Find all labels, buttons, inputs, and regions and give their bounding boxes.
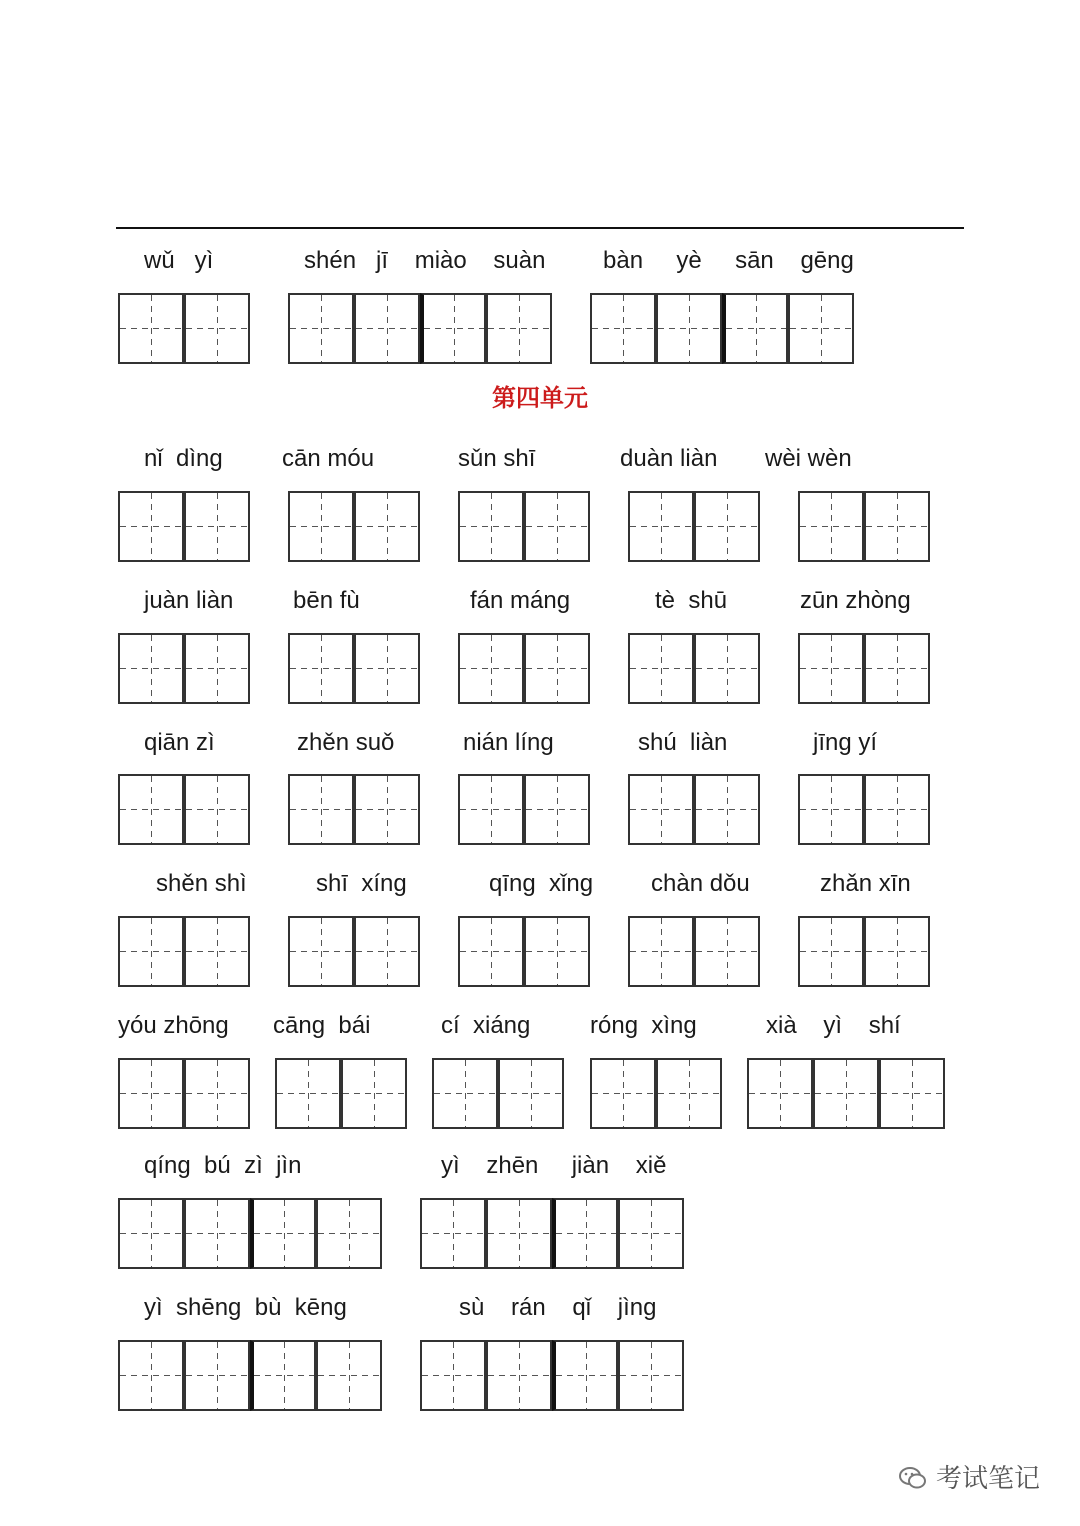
writing-cell[interactable] xyxy=(432,1058,498,1129)
writing-cell[interactable] xyxy=(118,633,184,704)
pinyin-label: yì shēng bù kēng xyxy=(144,1294,347,1321)
pinyin-label: cí xiáng xyxy=(441,1012,531,1039)
pinyin-label: juàn liàn xyxy=(144,587,234,614)
writing-cell[interactable] xyxy=(486,293,552,364)
pinyin-label: wǔ yì xyxy=(144,247,214,274)
pinyin-label: xià yì shí xyxy=(766,1012,901,1039)
writing-cell[interactable] xyxy=(590,1058,656,1129)
writing-cell[interactable] xyxy=(628,916,694,987)
writing-cell[interactable] xyxy=(618,1340,684,1411)
pinyin-label: yóu zhōng xyxy=(118,1012,229,1039)
pinyin-label: shī xíng xyxy=(316,870,407,897)
pinyin-label: yì zhēn jiàn xiě xyxy=(441,1152,667,1179)
writing-cell[interactable] xyxy=(458,491,524,562)
writing-cell[interactable] xyxy=(288,293,354,364)
pinyin-label: nǐ dìng xyxy=(144,445,223,472)
pinyin-label: qīng xǐng xyxy=(489,870,594,897)
section-title: 第四单元 xyxy=(492,385,588,412)
writing-cell[interactable] xyxy=(458,774,524,845)
writing-cell[interactable] xyxy=(184,293,250,364)
writing-cell[interactable] xyxy=(864,774,930,845)
writing-cell[interactable] xyxy=(628,774,694,845)
writing-cell[interactable] xyxy=(458,633,524,704)
writing-cell[interactable] xyxy=(722,293,788,364)
writing-cell[interactable] xyxy=(354,293,420,364)
writing-cell[interactable] xyxy=(694,916,760,987)
writing-cell[interactable] xyxy=(184,1340,250,1411)
writing-cell[interactable] xyxy=(552,1198,618,1269)
writing-cell[interactable] xyxy=(694,774,760,845)
writing-cell[interactable] xyxy=(552,1340,618,1411)
writing-cell[interactable] xyxy=(864,491,930,562)
writing-cell[interactable] xyxy=(341,1058,407,1129)
writing-cell[interactable] xyxy=(656,1058,722,1129)
pinyin-label: cān móu xyxy=(282,445,375,472)
writing-cell[interactable] xyxy=(524,916,590,987)
pinyin-label: shěn shì xyxy=(156,870,247,897)
writing-cell[interactable] xyxy=(354,491,420,562)
pinyin-label: sù rán qǐ jìng xyxy=(459,1294,657,1321)
writing-cell[interactable] xyxy=(813,1058,879,1129)
writing-cell[interactable] xyxy=(184,1198,250,1269)
wechat-logo-icon xyxy=(898,1465,928,1491)
writing-cell[interactable] xyxy=(458,916,524,987)
writing-cell[interactable] xyxy=(656,293,722,364)
writing-cell[interactable] xyxy=(275,1058,341,1129)
writing-cell[interactable] xyxy=(118,491,184,562)
writing-cell[interactable] xyxy=(118,916,184,987)
writing-cell[interactable] xyxy=(288,916,354,987)
pinyin-label: zūn zhòng xyxy=(800,587,911,614)
writing-cell[interactable] xyxy=(524,774,590,845)
writing-cell[interactable] xyxy=(118,1198,184,1269)
writing-cell[interactable] xyxy=(288,774,354,845)
pinyin-label: bēn fù xyxy=(293,587,360,614)
writing-cell[interactable] xyxy=(864,916,930,987)
writing-cell[interactable] xyxy=(288,491,354,562)
pinyin-label: zhǎn xīn xyxy=(820,870,911,897)
pinyin-label: sǔn shī xyxy=(458,445,536,472)
writing-cell[interactable] xyxy=(250,1198,316,1269)
pinyin-label: jīng yí xyxy=(813,729,878,756)
writing-cell[interactable] xyxy=(788,293,854,364)
pinyin-label: wèi wèn xyxy=(765,445,852,472)
pinyin-label: cāng bái xyxy=(273,1012,371,1039)
writing-cell[interactable] xyxy=(628,491,694,562)
writing-cell[interactable] xyxy=(354,633,420,704)
watermark xyxy=(898,1458,1040,1498)
writing-cell[interactable] xyxy=(879,1058,945,1129)
pinyin-label: shén jī miào suàn xyxy=(304,247,546,274)
writing-cell[interactable] xyxy=(486,1198,552,1269)
pinyin-label: zhěn suǒ xyxy=(297,729,395,756)
writing-cell[interactable] xyxy=(354,774,420,845)
writing-cell[interactable] xyxy=(747,1058,813,1129)
pinyin-label: qíng bú zì jìn xyxy=(144,1152,302,1179)
writing-cell[interactable] xyxy=(618,1198,684,1269)
writing-cell[interactable] xyxy=(798,633,864,704)
writing-cell[interactable] xyxy=(316,1198,382,1269)
writing-cell[interactable] xyxy=(118,293,184,364)
writing-cell[interactable] xyxy=(184,633,250,704)
writing-cell[interactable] xyxy=(184,491,250,562)
pinyin-label: chàn dǒu xyxy=(651,870,750,897)
writing-cell[interactable] xyxy=(694,633,760,704)
writing-cell[interactable] xyxy=(118,774,184,845)
writing-cell[interactable] xyxy=(288,633,354,704)
writing-cell[interactable] xyxy=(798,774,864,845)
writing-cell[interactable] xyxy=(590,293,656,364)
writing-cell[interactable] xyxy=(798,491,864,562)
writing-cell[interactable] xyxy=(524,633,590,704)
writing-cell[interactable] xyxy=(118,1058,184,1129)
writing-cell[interactable] xyxy=(628,633,694,704)
writing-cell[interactable] xyxy=(420,1198,486,1269)
pinyin-label: róng xìng xyxy=(590,1012,697,1039)
writing-cell[interactable] xyxy=(250,1340,316,1411)
top-divider xyxy=(116,227,964,229)
pinyin-label: duàn liàn xyxy=(620,445,718,472)
writing-cell[interactable] xyxy=(354,916,420,987)
writing-cell[interactable] xyxy=(184,916,250,987)
writing-cell[interactable] xyxy=(486,1340,552,1411)
writing-cell[interactable] xyxy=(184,1058,250,1129)
writing-cell[interactable] xyxy=(498,1058,564,1129)
pinyin-label: qiān zì xyxy=(144,729,215,756)
writing-cell[interactable] xyxy=(864,633,930,704)
writing-cell[interactable] xyxy=(420,1340,486,1411)
writing-cell[interactable] xyxy=(694,491,760,562)
pinyin-label: fán máng xyxy=(470,587,571,614)
watermark-text: 考试笔记 xyxy=(936,1463,1041,1493)
pinyin-label: tè shū xyxy=(655,587,728,614)
writing-cell[interactable] xyxy=(798,916,864,987)
writing-cell[interactable] xyxy=(420,293,486,364)
pinyin-label: nián líng xyxy=(463,729,554,756)
writing-cell[interactable] xyxy=(118,1340,184,1411)
writing-cell[interactable] xyxy=(524,491,590,562)
writing-cell[interactable] xyxy=(184,774,250,845)
pinyin-label: shú liàn xyxy=(638,729,728,756)
writing-cell[interactable] xyxy=(316,1340,382,1411)
pinyin-label: bàn yè sān gēng xyxy=(603,247,854,274)
